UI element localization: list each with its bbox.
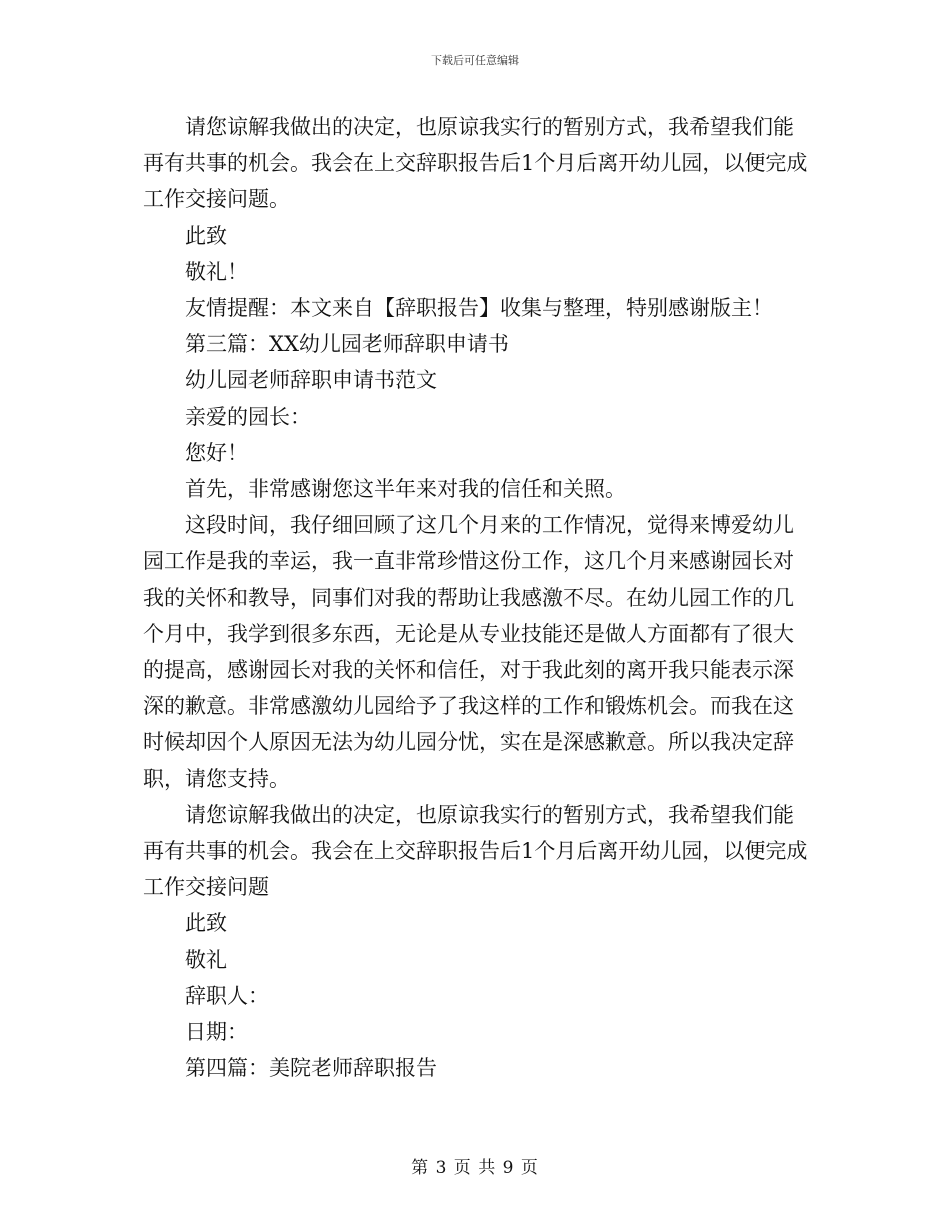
page-number: 第 3 页 共 9 页 [411, 1158, 539, 1178]
date-label: 日期： [185, 1020, 248, 1045]
closing-line-2: 此致 [185, 911, 227, 936]
section-heading-4: 第四篇：美院老师辞职报告 [185, 1056, 437, 1081]
friendly-reminder: 友情提醒：本文来自【辞职报告】收集与整理，特别感谢版主！ [185, 296, 773, 321]
salutation-respect-2: 敬礼 [185, 947, 227, 972]
paragraph-thanks: 首先，非常感谢您这半年来对我的信任和关照。 [185, 477, 626, 502]
section-heading-3: 第三篇：XX幼儿园老师辞职申请书 [185, 332, 509, 357]
greeting-hello: 您好！ [185, 440, 248, 465]
subheading-sample: 幼儿园老师辞职申请书范文 [185, 368, 437, 393]
greeting-principal: 亲爱的园长： [185, 404, 311, 429]
document-body [143, 109, 808, 1086]
paragraph-apology: 请您谅解我做出的决定，也原谅我实行的暂别方式，我希望我们能再有共事的机会。我会在上交辞职报告后1个月后离开幼儿园，以便完成工作交接问题。 [143, 115, 808, 212]
closing-line-1: 此致 [185, 223, 227, 248]
paragraph-apology-2: 请您谅解我做出的决定，也原谅我实行的暂别方式，我希望我们能再有共事的机会。我会在上交辞职报告后1个月后离开幼儿园，以便完成工作交接问题 [143, 802, 808, 900]
paragraph-reflection: 这段时间，我仔细回顾了这几个月来的工作情况，觉得来博爱幼儿园工作是我的幸运，我一直非常珍惜这份工作，这几个月来感谢园长对我的关怀和教导，同事们对我的帮助让我感激不尽。在幼儿园工作的几个月中，我学到很多东西，无论是从专业技能还是做人方面都有了很大的提高，感谢园长对我的关怀和信任，对于我此刻的离开我只能表示深深的歉意。非常感激幼儿园给予了我这样的工作和锻炼机会。而我在这时候却因个人原因无法为幼儿园分忧，实在是深感歉意。所以我决定辞职，请您支持。 [143, 513, 794, 791]
resigner-label: 辞职人： [185, 983, 269, 1008]
salutation-respect: 敬礼！ [185, 259, 248, 284]
page-header-note: 下载后可任意编辑 [431, 54, 519, 67]
